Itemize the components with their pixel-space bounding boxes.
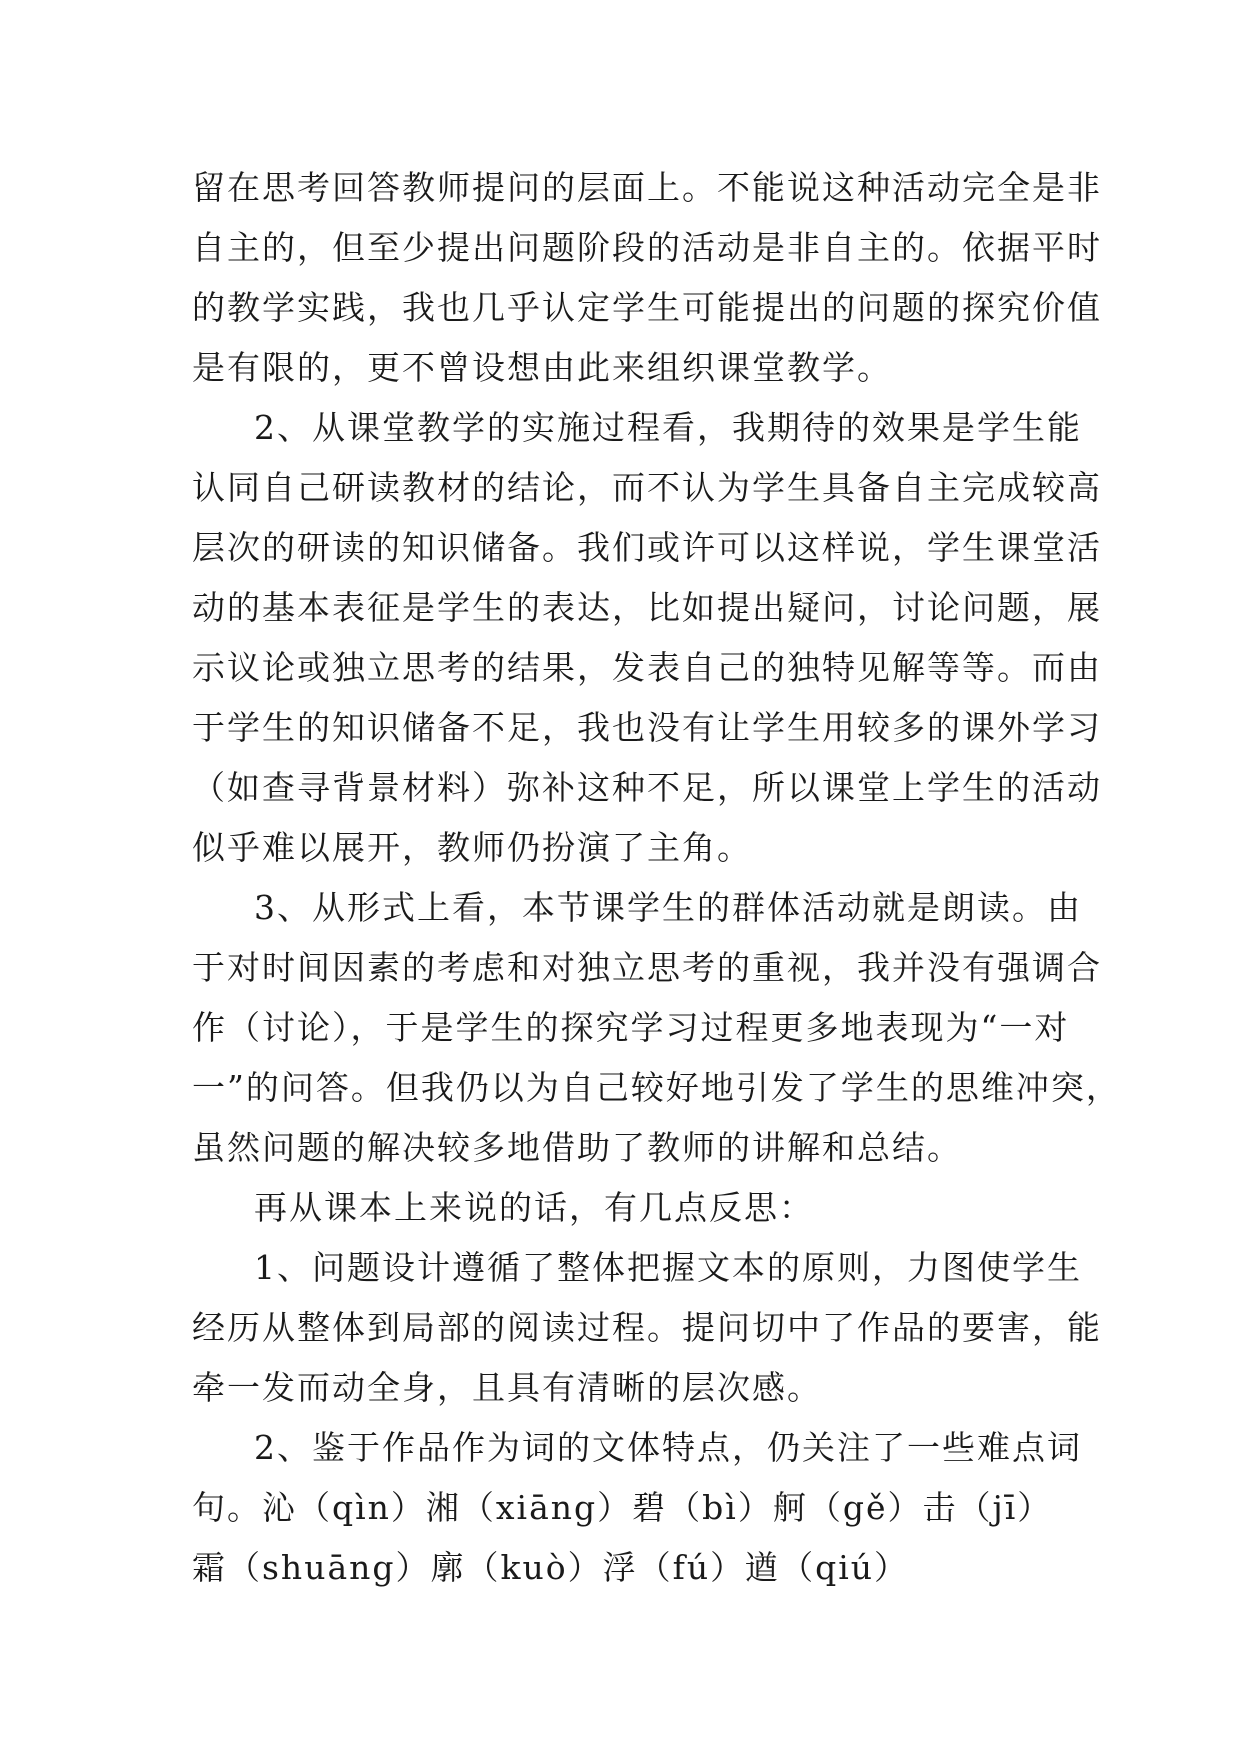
text-line: 似乎难以展开，教师仍扮演了主角。	[192, 828, 752, 867]
text-line: 句。沁（qìn）湘（xiāng）碧（bì）舸（gě）击（jī）	[192, 1488, 1053, 1527]
text-line: 一”的问答。但我仍以为自己较好地引发了学生的思维冲突，	[192, 1068, 1121, 1107]
text-line: 于学生的知识储备不足，我也没有让学生用较多的课外学习	[192, 708, 1102, 747]
text-line: （如查寻背景材料）弥补这种不足，所以课堂上学生的活动	[192, 768, 1102, 807]
document-body	[192, 158, 1121, 1598]
text-line: 示议论或独立思考的结果，发表自己的独特见解等等。而由	[192, 648, 1102, 687]
text-line: 于对时间因素的考虑和对独立思考的重视，我并没有强调合	[192, 948, 1102, 987]
paragraph-first-line: 再从课本上来说的话，有几点反思：	[254, 1188, 814, 1227]
paragraph-first-line: 1、问题设计遵循了整体把握文本的原则，力图使学生	[254, 1248, 1082, 1287]
text-line: 霜（shuāng）廓（kuò）浮（fú）遒（qiú）	[192, 1548, 910, 1587]
paragraph-first-line: 2、从课堂教学的实施过程看，我期待的效果是学生能	[254, 408, 1082, 447]
text-line: 自主的，但至少提出问题阶段的活动是非自主的。依据平时	[192, 228, 1102, 267]
text-line: 牵一发而动全身，且具有清晰的层次感。	[192, 1368, 822, 1407]
text-line: 经历从整体到局部的阅读过程。提问切中了作品的要害，能	[192, 1308, 1102, 1347]
text-line: 的教学实践，我也几乎认定学生可能提出的问题的探究价值	[192, 288, 1102, 327]
text-line: 认同自己研读教材的结论，而不认为学生具备自主完成较高	[192, 468, 1102, 507]
paragraph-first-line: 2、鉴于作品作为词的文体特点，仍关注了一些难点词	[254, 1428, 1082, 1467]
text-line: 是有限的，更不曾设想由此来组织课堂教学。	[192, 348, 892, 387]
text-line: 层次的研读的知识储备。我们或许可以这样说，学生课堂活	[192, 528, 1102, 567]
text-line: 留在思考回答教师提问的层面上。不能说这种活动完全是非	[192, 168, 1102, 207]
paragraph-first-line: 3、从形式上看，本节课学生的群体活动就是朗读。由	[254, 888, 1082, 927]
text-line: 虽然问题的解决较多地借助了教师的讲解和总结。	[192, 1128, 962, 1167]
text-line: 动的基本表征是学生的表达，比如提出疑问，讨论问题，展	[192, 588, 1102, 627]
text-line: 作（讨论），于是学生的探究学习过程更多地表现为“一对	[192, 1008, 1070, 1047]
